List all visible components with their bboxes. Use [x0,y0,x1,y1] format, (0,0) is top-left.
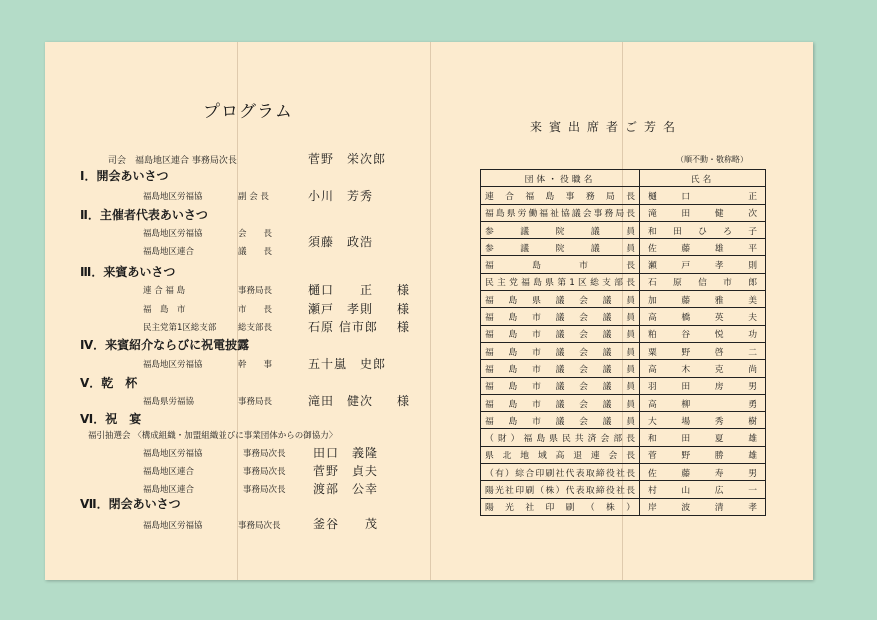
table-row [481,291,766,308]
guest-name: 高柳 勇 [640,394,766,411]
guest-org: 福島市議会議員 [481,360,640,377]
s3-title: 総支部長 [238,323,273,333]
mc-name: 菅野 栄次郎 [308,152,387,166]
s3-org: 連 合 福 島 [143,286,186,296]
guest-org: 参議院議員 [481,221,640,238]
s2-title2: 議 長 [238,247,273,257]
table-row [481,464,766,481]
guest-name: 岸波清孝 [640,498,766,515]
table-row [481,273,766,290]
header-org: 団体・役職名 [481,170,640,187]
guest-org: 民主党福島県第1区総支部長 [481,273,640,290]
s7-title: 事務局次長 [238,521,281,531]
table-row [481,412,766,429]
header-name: 氏名 [640,170,766,187]
s3-name: 樋口 正 [308,283,374,297]
guest-name: 滝田健次 [640,204,766,221]
s6-name: 渡部 公幸 [313,482,379,496]
table-row [481,360,766,377]
guest-org: 福島市議会議員 [481,308,640,325]
section-5: Ⅴ．乾 杯 [80,376,138,390]
section-3: Ⅲ．来賓あいさつ [80,265,176,279]
guest-name: 高木克尚 [640,360,766,377]
s1-org: 福島地区労福協 [143,192,203,202]
s2-name: 須藤 政浩 [308,235,374,249]
guest-table [480,169,766,516]
table-row [481,308,766,325]
table-row [481,394,766,411]
center-fold [430,42,431,580]
s6-name: 菅野 貞夫 [313,464,379,478]
guest-org: 県北地域高退連会長 [481,446,640,463]
honorific: 様 [397,320,410,334]
s3-title: 市 長 [238,305,273,315]
guest-name: 高橋英夫 [640,308,766,325]
s6-org: 福島地区連合 [143,467,195,477]
section-4: Ⅳ．来賓紹介ならびに祝電披露 [80,338,250,352]
section-6: Ⅵ．祝 宴 [80,412,142,426]
guest-name: 粕谷悦功 [640,325,766,342]
guest-name: 和田夏雄 [640,429,766,446]
guest-org: 連合福島事務局長 [481,187,640,204]
s7-name: 釜谷 茂 [313,517,379,531]
guest-name: 菅野勝雄 [640,446,766,463]
guest-name: 樋口 正 [640,187,766,204]
table-row [481,325,766,342]
s1-title: 副 会 長 [238,192,269,202]
guest-name: 石原信市郎 [640,273,766,290]
s3-org: 福 島 市 [143,305,186,315]
guest-name: 大場秀樹 [640,412,766,429]
table-row [481,187,766,204]
guest-org: （有）綜合印刷社代表取締役社長 [481,464,640,481]
s6-org: 福島地区労福協 [143,449,203,459]
guest-name: 和田ひろ子 [640,221,766,238]
s5-name: 滝田 健次 [308,394,374,408]
guest-org: 福島市長 [481,256,640,273]
table-row [481,498,766,515]
s7-org: 福島地区労福協 [143,521,203,531]
s6-org: 福島地区連合 [143,485,195,495]
table-row [481,342,766,359]
guest-org: 福島市議会議員 [481,342,640,359]
table-row [481,204,766,221]
s4-title: 幹 事 [238,360,273,370]
section-2: Ⅱ．主催者代表あいさつ [80,208,208,222]
honorific: 様 [397,283,410,297]
lottery-note: 福引抽選会 〈構成組織・加盟組織並びに事業団体からの御協力〉 [88,431,338,441]
guest-org: 福島県労働福祉協議会事務局長 [481,204,640,221]
s3-name: 瀬戸 孝則 [308,302,374,316]
guest-org: （財）福島県民共済会部長 [481,429,640,446]
mc-role: 司会 福島地区連合 事務局次長 [108,156,237,166]
s6-title: 事務局次長 [243,467,286,477]
guest-name: 加藤雅美 [640,291,766,308]
guest-name: 羽田房男 [640,377,766,394]
s5-org: 福島県労福協 [143,397,195,407]
guest-org: 福島市議会議員 [481,325,640,342]
guest-list-note: （順不動・敬称略） [676,155,748,164]
section-7: Ⅶ．閉会あいさつ [80,497,181,511]
s5-title: 事務局長 [238,397,273,407]
table-header [481,170,766,187]
s3-org: 民主党第1区総支部 [143,323,217,333]
section-1: Ⅰ．開会あいさつ [80,169,169,183]
table-row [481,221,766,238]
s1-name: 小川 芳秀 [308,189,374,203]
guest-name: 村山広一 [640,481,766,498]
guest-org: 福島市議会議員 [481,394,640,411]
guest-org: 陽光社印刷（株）代表取締役社長 [481,481,640,498]
guest-list-title: 来賓出席者ご芳名 [530,120,683,134]
guest-org: 福島県議会議員 [481,291,640,308]
guest-org: 福島市議会議員 [481,412,640,429]
table-row [481,239,766,256]
s4-name: 五十嵐 史郎 [308,357,387,371]
table-row [481,377,766,394]
table-row [481,429,766,446]
guest-name: 佐藤雄平 [640,239,766,256]
s3-name: 石原 信市郎 [308,320,378,334]
table-row [481,446,766,463]
table-row [481,481,766,498]
s2-title1: 会 長 [238,229,273,239]
s6-title: 事務局次長 [243,449,286,459]
guest-name: 佐藤寿男 [640,464,766,481]
s2-org2: 福島地区連合 [143,247,195,257]
honorific: 様 [397,302,410,316]
guest-name: 瀬戸孝則 [640,256,766,273]
s4-org: 福島地区労福協 [143,360,203,370]
guest-name: 粟野啓二 [640,342,766,359]
s6-title: 事務局次長 [243,485,286,495]
guest-org: 福島市議会議員 [481,377,640,394]
guest-org: 参議院議員 [481,239,640,256]
table-row [481,256,766,273]
guest-org: 陽光社印刷（株） [481,498,640,515]
s3-title: 事務局長 [238,286,273,296]
s6-name: 田口 義隆 [313,446,379,460]
honorific: 様 [397,394,410,408]
program-title: プログラム [203,102,293,122]
s2-org1: 福島地区労福協 [143,229,203,239]
